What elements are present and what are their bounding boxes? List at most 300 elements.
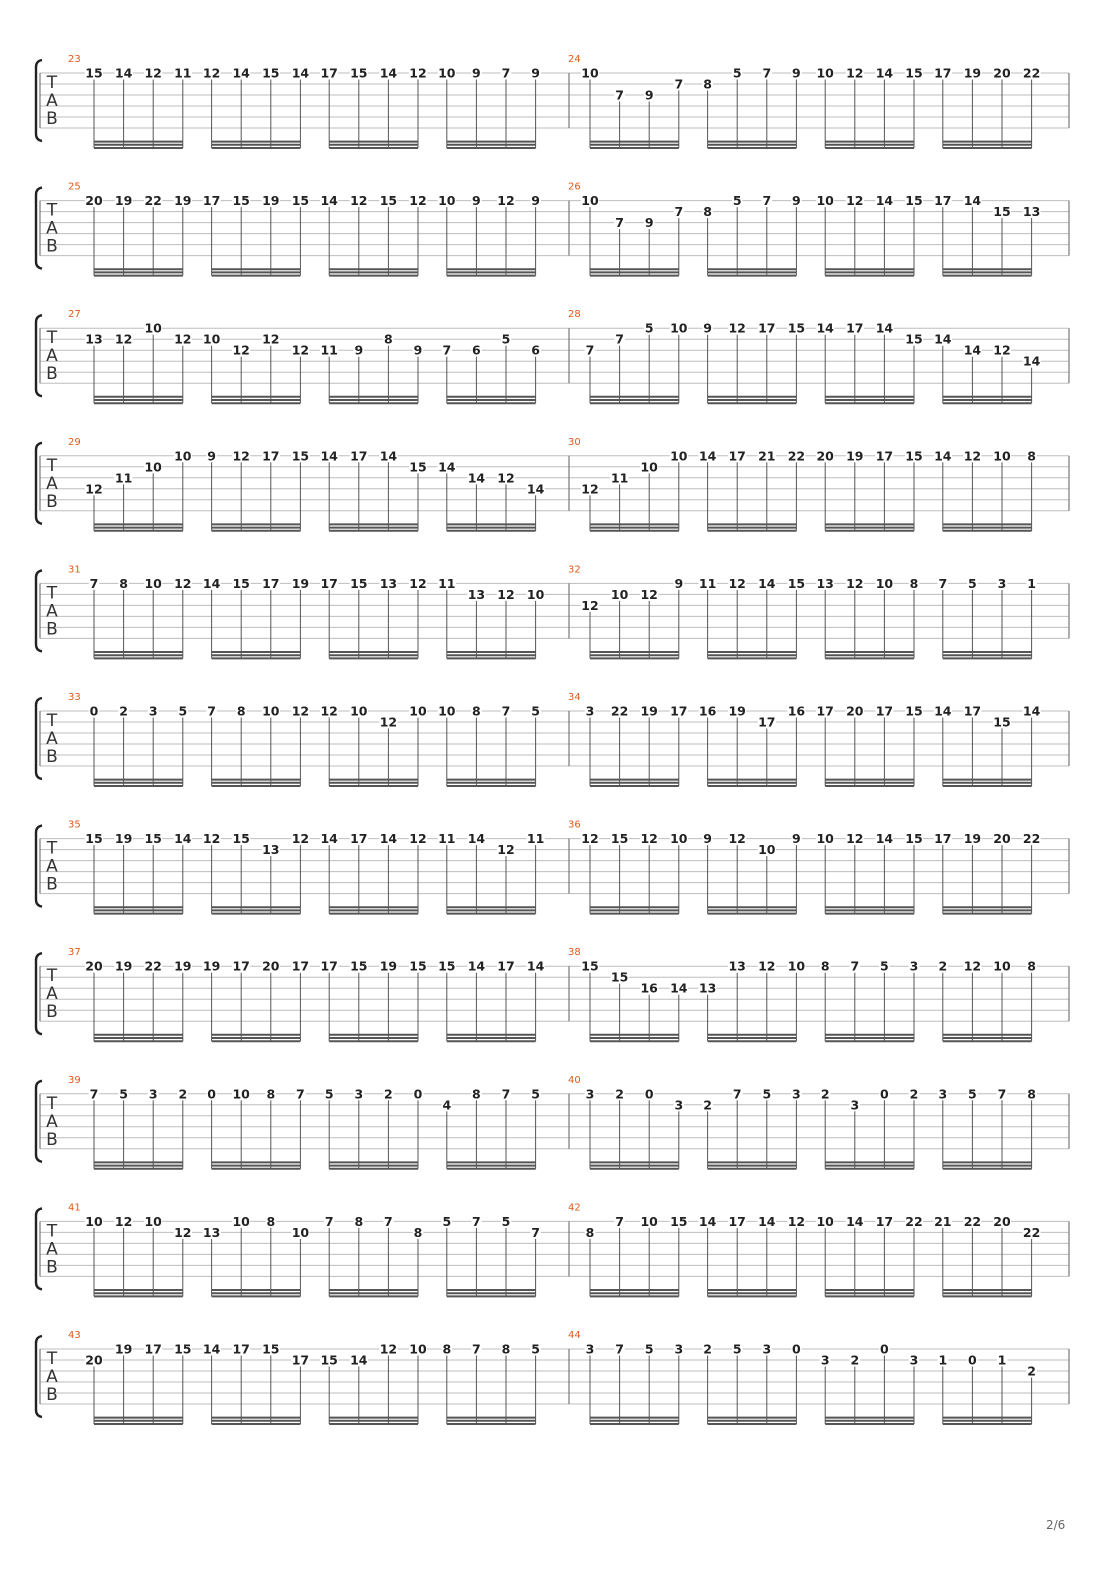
fret-number: 10 [144, 575, 162, 591]
fret-number: 13 [202, 1224, 221, 1240]
fret-number: 15 [320, 1352, 338, 1368]
fret-number: 20 [993, 65, 1011, 81]
fret-number: 15 [232, 575, 250, 591]
fret-number: 5 [968, 575, 977, 591]
fret-number: 12 [581, 597, 599, 613]
fret-number: 12 [728, 320, 746, 336]
fret-number: 9 [472, 65, 481, 81]
fret-number: 14 [758, 1213, 776, 1229]
fret-number: 9 [472, 193, 481, 209]
fret-number: 22 [1022, 831, 1041, 847]
fret-number: 1 [938, 1352, 948, 1368]
fret-number: 3 [148, 703, 158, 719]
fret-number: 10 [875, 575, 894, 591]
fret-number: 12 [963, 448, 982, 464]
fret-number: 0 [880, 1086, 889, 1102]
fret-number: 15 [787, 320, 806, 336]
fret-number: 2 [384, 1086, 393, 1102]
fret-number: 17 [320, 958, 338, 974]
fret-number: 3 [674, 1097, 684, 1113]
fret-number: 5 [501, 331, 511, 347]
fret-number: 15 [993, 714, 1011, 730]
fret-number: 22 [610, 703, 629, 719]
fret-number: 14 [202, 1341, 221, 1357]
measure-number: 36 [568, 819, 581, 831]
fret-number: 15 [905, 831, 923, 847]
fret-number: 5 [501, 1213, 511, 1229]
fret-number: 17 [350, 831, 368, 847]
system-bracket [36, 1208, 42, 1289]
fret-number: 12 [758, 958, 776, 974]
fret-number: 7 [762, 193, 772, 209]
fret-number: 12 [993, 342, 1011, 358]
fret-number: 14 [114, 65, 133, 81]
fret-number: 17 [728, 448, 746, 464]
fret-number: 15 [174, 1341, 192, 1357]
fret-number: 14 [379, 831, 398, 847]
fret-number: 10 [787, 958, 806, 974]
system-bracket [36, 443, 42, 524]
fret-number: 0 [792, 1341, 801, 1357]
fret-number: 12 [144, 65, 162, 81]
fret-number: 7 [615, 1341, 624, 1357]
fret-number: 15 [905, 65, 923, 81]
fret-number: 17 [262, 575, 280, 591]
fret-number: 19 [728, 703, 746, 719]
measure-number: 39 [68, 1074, 81, 1086]
fret-number: 15 [905, 703, 923, 719]
fret-number: 3 [148, 1086, 158, 1102]
fret-number: 17 [758, 714, 776, 730]
fret-number: 14 [934, 331, 952, 347]
fret-number: 7 [938, 575, 948, 591]
fret-number: 12 [497, 193, 515, 209]
fret-number: 14 [816, 320, 834, 336]
fret-number: 15 [905, 448, 923, 464]
fret-number: 12 [320, 703, 338, 719]
measure-number: 34 [568, 692, 581, 703]
fret-number: 12 [728, 831, 746, 847]
fret-number: 19 [202, 958, 221, 974]
fret-number: 17 [846, 320, 864, 336]
fret-number: 9 [674, 575, 684, 591]
fret-number: 14 [526, 958, 545, 974]
fret-number: 8 [703, 76, 712, 92]
fret-number: 22 [963, 1213, 982, 1229]
measure-number: 38 [568, 947, 581, 959]
fret-number: 17 [497, 958, 515, 974]
fret-number: 10 [670, 831, 688, 847]
fret-number: 6 [472, 342, 481, 358]
fret-number: 10 [438, 193, 456, 209]
fret-number: 14 [350, 1352, 368, 1368]
system-bracket [36, 188, 42, 269]
fret-number: 11 [438, 831, 456, 847]
fret-number: 16 [787, 703, 806, 719]
tab-clef-letter: B [46, 109, 58, 129]
fret-number: 10 [816, 831, 834, 847]
fret-number: 15 [85, 65, 103, 81]
fret-number: 17 [758, 320, 776, 336]
fret-number: 14 [875, 831, 894, 847]
fret-number: 12 [174, 1224, 192, 1240]
fret-number: 13 [262, 842, 280, 858]
fret-number: 10 [816, 193, 834, 209]
fret-number: 11 [610, 470, 629, 486]
fret-number: 15 [993, 204, 1011, 220]
fret-number: 1 [1027, 575, 1036, 591]
fret-number: 3 [938, 1086, 948, 1102]
fret-number: 7 [674, 204, 684, 220]
tab-clef-letter: A [46, 1239, 58, 1260]
fret-number: 15 [232, 193, 250, 209]
tab-clef-letter: B [46, 1002, 58, 1023]
measure-number: 43 [68, 1330, 81, 1341]
fret-number: 15 [232, 831, 250, 847]
fret-number: 17 [934, 65, 952, 81]
fret-number: 7 [89, 1086, 99, 1102]
fret-number: 12 [409, 575, 427, 591]
fret-number: 7 [674, 76, 684, 92]
fret-number: 14 [934, 703, 952, 719]
fret-number: 14 [467, 958, 486, 974]
fret-number: 14 [1022, 353, 1041, 369]
fret-number: 2 [1027, 1363, 1036, 1379]
fret-number: 19 [846, 448, 864, 464]
fret-number: 8 [413, 1224, 423, 1240]
fret-number: 21 [934, 1213, 952, 1229]
fret-number: 12 [291, 831, 310, 847]
fret-number: 14 [846, 1213, 864, 1229]
fret-number: 22 [1022, 1224, 1041, 1240]
fret-number: 5 [442, 1213, 452, 1229]
measure-number: 27 [68, 309, 81, 321]
fret-number: 19 [114, 1341, 133, 1357]
fret-number: 19 [114, 193, 133, 209]
tab-clef-letter: A [46, 473, 58, 494]
tab-clef-letter: T [46, 966, 58, 987]
fret-number: 19 [291, 575, 310, 591]
fret-number: 12 [846, 575, 864, 591]
fret-number: 14 [467, 470, 486, 486]
fret-number: 12 [379, 714, 398, 730]
fret-number: 8 [236, 703, 246, 719]
fret-number: 15 [905, 193, 923, 209]
fret-number: 17 [728, 1213, 746, 1229]
fret-number: 7 [850, 958, 860, 974]
tab-clef-letter: A [46, 1367, 58, 1387]
fret-number: 9 [703, 320, 712, 336]
fret-number: 19 [963, 65, 982, 81]
fret-number: 19 [963, 831, 982, 847]
fret-number: 5 [324, 1086, 334, 1102]
fret-number: 8 [820, 958, 830, 974]
fret-number: 0 [413, 1086, 423, 1102]
system-bracket [36, 1081, 42, 1162]
fret-number: 22 [905, 1213, 923, 1229]
measure-number: 26 [568, 181, 581, 193]
fret-number: 12 [262, 331, 280, 347]
fret-number: 22 [1022, 65, 1041, 81]
fret-number: 12 [728, 575, 746, 591]
fret-number: 8 [909, 575, 919, 591]
fret-number: 10 [581, 193, 599, 209]
fret-number: 14 [232, 65, 250, 81]
fret-number: 5 [119, 1086, 128, 1102]
fret-number: 7 [615, 215, 624, 231]
fret-number: 14 [934, 448, 952, 464]
fret-number: 12 [291, 703, 310, 719]
fret-number: 5 [732, 65, 742, 81]
fret-number: 14 [320, 193, 338, 209]
fret-number: 3 [762, 1341, 772, 1357]
fret-number: 10 [409, 703, 427, 719]
fret-number: 2 [119, 703, 128, 719]
fret-number: 8 [1027, 958, 1036, 974]
fret-number: 7 [531, 1224, 540, 1240]
fret-number: 5 [644, 320, 654, 336]
fret-number: 15 [409, 459, 427, 475]
fret-number: 0 [968, 1352, 977, 1368]
tab-clef-letter: B [46, 1129, 58, 1150]
tab-clef-letter: B [46, 1257, 58, 1278]
fret-number: 3 [585, 703, 595, 719]
fret-number: 4 [442, 1097, 452, 1113]
measure-number: 31 [68, 564, 81, 576]
fret-number: 14 [379, 65, 398, 81]
fret-number: 9 [354, 342, 364, 358]
fret-number: 17 [320, 65, 338, 81]
fret-number: 15 [379, 193, 398, 209]
fret-number: 8 [472, 703, 481, 719]
fret-number: 15 [610, 831, 629, 847]
fret-number: 12 [787, 1213, 806, 1229]
measure-number: 32 [568, 564, 581, 576]
measure-number: 28 [568, 309, 581, 321]
fret-number: 10 [144, 459, 162, 475]
fret-number: 7 [762, 65, 772, 81]
fret-number: 3 [792, 1086, 801, 1102]
tab-clef-letter: A [46, 1111, 58, 1132]
fret-number: 9 [644, 87, 654, 103]
fret-number: 2 [850, 1352, 860, 1368]
fret-number: 0 [880, 1341, 889, 1357]
fret-number: 14 [698, 448, 717, 464]
fret-number: 10 [262, 703, 280, 719]
fret-number: 0 [644, 1086, 654, 1102]
fret-number: 10 [202, 331, 221, 347]
measure-number: 40 [568, 1074, 581, 1086]
fret-number: 9 [792, 65, 801, 81]
fret-number: 12 [640, 831, 658, 847]
fret-number: 15 [262, 65, 280, 81]
fret-number: 12 [379, 1341, 398, 1357]
fret-number: 15 [144, 831, 162, 847]
tab-clef-letter: T [46, 1221, 58, 1242]
fret-number: 17 [670, 703, 688, 719]
fret-number: 5 [531, 703, 540, 719]
fret-number: 17 [875, 1213, 894, 1229]
fret-number: 10 [610, 586, 629, 602]
fret-number: 10 [581, 65, 599, 81]
fret-number: 14 [526, 481, 545, 497]
fret-number: 12 [85, 481, 103, 497]
fret-number: 0 [89, 703, 99, 719]
fret-number: 12 [202, 65, 221, 81]
fret-number: 2 [703, 1097, 712, 1113]
fret-number: 15 [291, 448, 310, 464]
fret-number: 15 [409, 958, 427, 974]
system-bracket [36, 953, 42, 1034]
fret-number: 2 [178, 1086, 188, 1102]
fret-number: 13 [85, 331, 103, 347]
fret-number: 9 [703, 831, 712, 847]
fret-number: 12 [497, 842, 515, 858]
fret-number: 15 [438, 958, 456, 974]
fret-number: 14 [1022, 703, 1041, 719]
fret-number: 13 [467, 586, 486, 602]
fret-number: 9 [644, 215, 654, 231]
fret-number: 22 [144, 958, 162, 974]
fret-number: 11 [698, 575, 717, 591]
fret-number: 10 [993, 958, 1011, 974]
tab-clef-letter: A [46, 346, 58, 367]
fret-number: 17 [291, 958, 310, 974]
tab-clef-letter: A [46, 218, 58, 239]
fret-number: 14 [875, 65, 894, 81]
fret-number: 20 [816, 448, 834, 464]
fret-number: 9 [413, 342, 423, 358]
fret-number: 15 [350, 575, 368, 591]
fret-number: 12 [581, 831, 599, 847]
tab-clef-letter: T [46, 328, 58, 349]
fret-number: 12 [232, 342, 250, 358]
fret-number: 7 [89, 575, 99, 591]
fret-number: 3 [997, 575, 1007, 591]
fret-number: 12 [640, 586, 658, 602]
measure-number: 37 [68, 947, 81, 959]
fret-number: 7 [501, 1086, 511, 1102]
fret-number: 20 [85, 193, 103, 209]
fret-number: 20 [993, 1213, 1011, 1229]
fret-number: 14 [467, 831, 486, 847]
fret-number: 12 [963, 958, 982, 974]
fret-number: 19 [262, 193, 280, 209]
tab-clef-letter: A [46, 984, 58, 1005]
fret-number: 14 [963, 193, 982, 209]
fret-number: 0 [207, 1086, 216, 1102]
fret-number: 7 [472, 1213, 481, 1229]
tab-clef-letter: T [46, 711, 58, 731]
tab-clef-letter: T [46, 200, 58, 221]
fret-number: 11 [174, 65, 192, 81]
fret-number: 7 [501, 65, 511, 81]
fret-number: 5 [732, 1341, 742, 1357]
fret-number: 12 [409, 65, 427, 81]
fret-number: 17 [875, 448, 894, 464]
fret-number: 17 [262, 448, 280, 464]
tab-clef-letter: A [46, 601, 58, 622]
fret-number: 7 [997, 1086, 1007, 1102]
fret-number: 19 [174, 958, 192, 974]
fret-number: 17 [350, 448, 368, 464]
fret-number: 10 [232, 1086, 250, 1102]
fret-number: 10 [350, 703, 368, 719]
fret-number: 10 [640, 1213, 658, 1229]
fret-number: 22 [787, 448, 806, 464]
fret-number: 10 [640, 459, 658, 475]
measure-number: 42 [568, 1202, 581, 1214]
fret-number: 17 [232, 1341, 250, 1357]
fret-number: 14 [320, 448, 338, 464]
fret-number: 8 [1027, 448, 1036, 464]
fret-number: 15 [350, 958, 368, 974]
system-bracket [36, 698, 42, 779]
fret-number: 16 [640, 980, 658, 996]
fret-number: 19 [174, 193, 192, 209]
fret-number: 17 [144, 1341, 162, 1357]
fret-number: 14 [438, 459, 456, 475]
fret-number: 15 [787, 575, 806, 591]
system-bracket [36, 60, 42, 141]
fret-number: 3 [354, 1086, 364, 1102]
tab-clef-letter: B [46, 236, 58, 257]
fret-number: 11 [114, 470, 133, 486]
fret-number: 7 [442, 342, 452, 358]
fret-number: 10 [526, 586, 545, 602]
fret-number: 12 [232, 448, 250, 464]
fret-number: 5 [732, 193, 742, 209]
fret-number: 12 [114, 1213, 133, 1229]
fret-number: 15 [610, 969, 629, 985]
fret-number: 8 [266, 1086, 276, 1102]
tab-clef-letter: T [46, 583, 58, 604]
fret-number: 17 [291, 1352, 310, 1368]
tab-clef-letter: A [46, 856, 58, 877]
fret-number: 17 [875, 703, 894, 719]
fret-number: 19 [114, 958, 133, 974]
fret-number: 8 [1027, 1086, 1036, 1102]
fret-number: 5 [762, 1086, 772, 1102]
fret-number: 7 [615, 87, 624, 103]
system-bracket [36, 315, 42, 396]
fret-number: 5 [178, 703, 188, 719]
fret-number: 8 [354, 1213, 364, 1229]
fret-number: 10 [144, 1213, 162, 1229]
fret-number: 8 [266, 1213, 276, 1229]
fret-number: 10 [232, 1213, 250, 1229]
fret-number: 11 [526, 831, 545, 847]
fret-number: 20 [85, 1352, 103, 1368]
fret-number: 19 [114, 831, 133, 847]
fret-number: 3 [585, 1086, 595, 1102]
fret-number: 8 [442, 1341, 452, 1357]
fret-number: 10 [758, 842, 776, 858]
fret-number: 12 [846, 831, 864, 847]
system-bracket [36, 826, 42, 907]
measure-number: 23 [68, 54, 81, 65]
fret-number: 7 [615, 1213, 624, 1229]
fret-number: 8 [703, 204, 712, 220]
fret-number: 10 [409, 1341, 427, 1357]
fret-number: 20 [262, 958, 280, 974]
fret-number: 8 [119, 575, 128, 591]
fret-number: 10 [816, 65, 834, 81]
fret-number: 10 [670, 448, 688, 464]
fret-number: 9 [792, 831, 801, 847]
tab-clef-letter: A [46, 91, 58, 111]
tab-clef-letter: T [46, 838, 58, 859]
